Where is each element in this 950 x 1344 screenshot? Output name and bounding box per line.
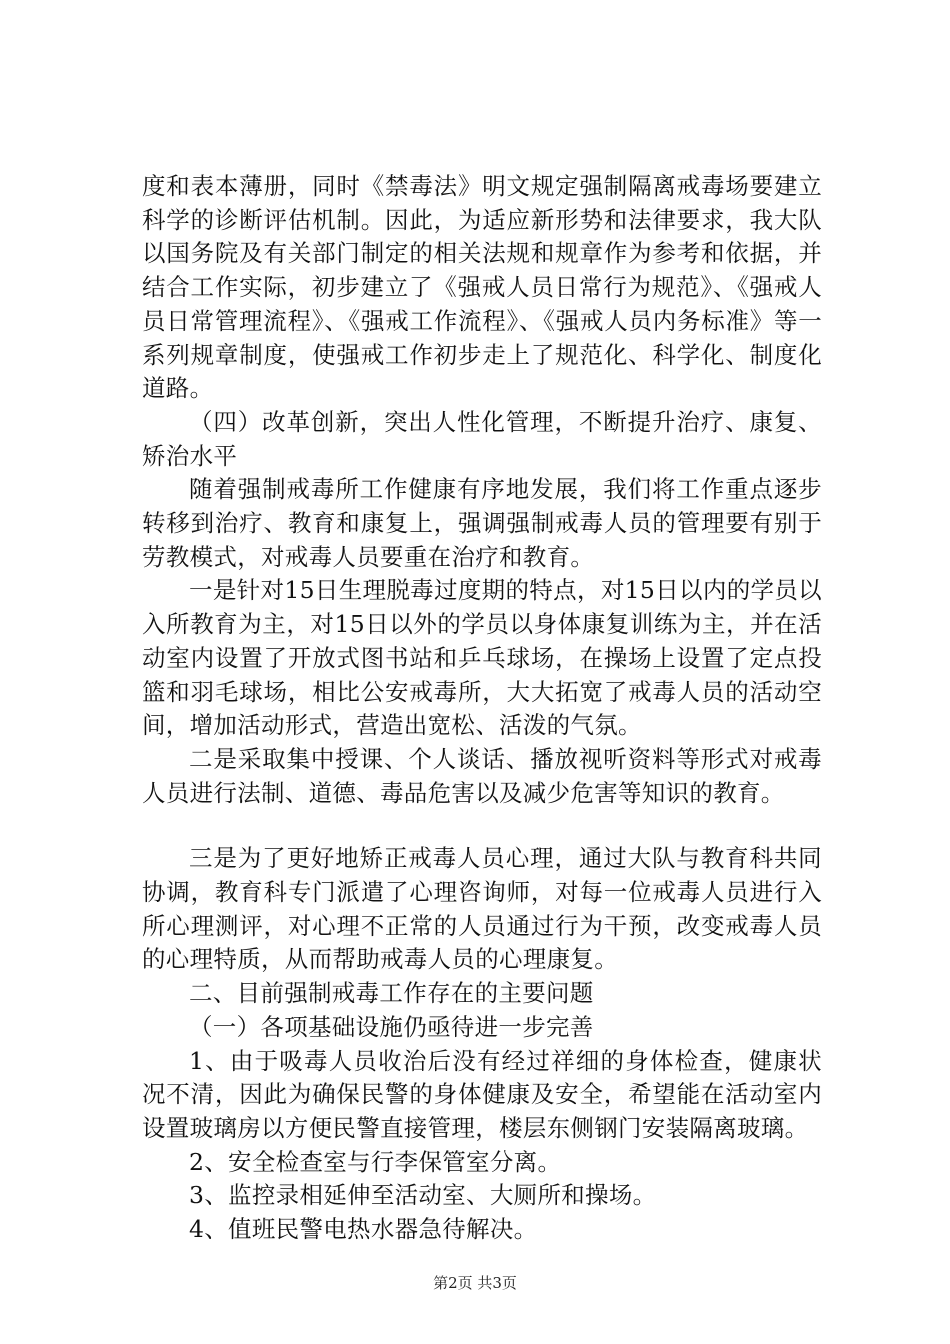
list-item-3: 3、监控录相延伸至活动室、大厕所和操场。 — [189, 1181, 657, 1210]
section-heading-reform: （四）改革创新，突出人性化管理，不断提升治疗、康复、矫治水平 — [142, 407, 822, 470]
paragraph-treatment-focus: 随着强制戒毒所工作健康有序地发展，我们将工作重点逐步转移到治疗、教育和康复上，强调强制戒毒人员的管理要有别于劳教模式，对戒毒人员要重在治疗和教育。 — [142, 475, 822, 571]
section-heading-problems: 二、目前强制戒毒工作存在的主要问题 — [189, 979, 594, 1008]
subsection-heading-facilities: （一）各项基础设施仍亟待进一步完善 — [189, 1012, 594, 1041]
paragraph-point-one: 一是针对15日生理脱毒过度期的特点，对15日以内的学员以入所教育为主，对15日以外的学员以身体康复训练为主，并在活动室内设置了开放式图书站和乒乓球场，在操场上设置了定点投篮和羽毛球场，相比公安戒毒所，大大拓宽了戒毒人员的活动空间，增加活动形式，营造出宽松、活泼的气氛。 — [142, 576, 822, 740]
list-item-1: 1、由于吸毒人员收治后没有经过祥细的身体检查，健康状况不清，因此为确保民警的身体健康及安全，希望能在活动室内设置玻璃房以方便民警直接管理，楼层东侧钢门安装隔离玻璃。 — [142, 1046, 822, 1142]
document-body — [142, 170, 822, 1247]
list-item-4: 4、值班民警电热水器急待解决。 — [189, 1215, 538, 1244]
paragraph-point-two: 二是采取集中授课、个人谈话、播放视听资料等形式对戒毒人员进行法制、道德、毒品危害以及减少危害等知识的教育。 — [142, 744, 822, 807]
paragraph-point-three: 三是为了更好地矫正戒毒人员心理，通过大队与教育科共同协调，教育科专门派遣了心理咨询师，对每一位戒毒人员进行入所心理测评，对心理不正常的人员通过行为干预，改变戒毒人员的心理特质，从而帮助戒毒人员的心理康复。 — [142, 844, 822, 974]
paragraph-regulations: 度和表本薄册，同时《禁毒法》明文规定强制隔离戒毒场要建立科学的诊断评估机制。因此，为适应新形势和法律要求，我大队以国务院及有关部门制定的相关法规和规章作为参考和依据，并结合工作实际，初步建立了《强戒人员日常行为规范》、《强戒人员日常管理流程》、《强戒工作流程》、《强戒人员内务标准》等一系列规章制度，使强戒工作初步走上了规范化、科学化、制度化道路。 — [142, 172, 822, 403]
list-item-2: 2、安全检查室与行李保管室分离。 — [189, 1147, 562, 1176]
page-number-footer: 第2页 共3页 — [433, 1274, 517, 1292]
